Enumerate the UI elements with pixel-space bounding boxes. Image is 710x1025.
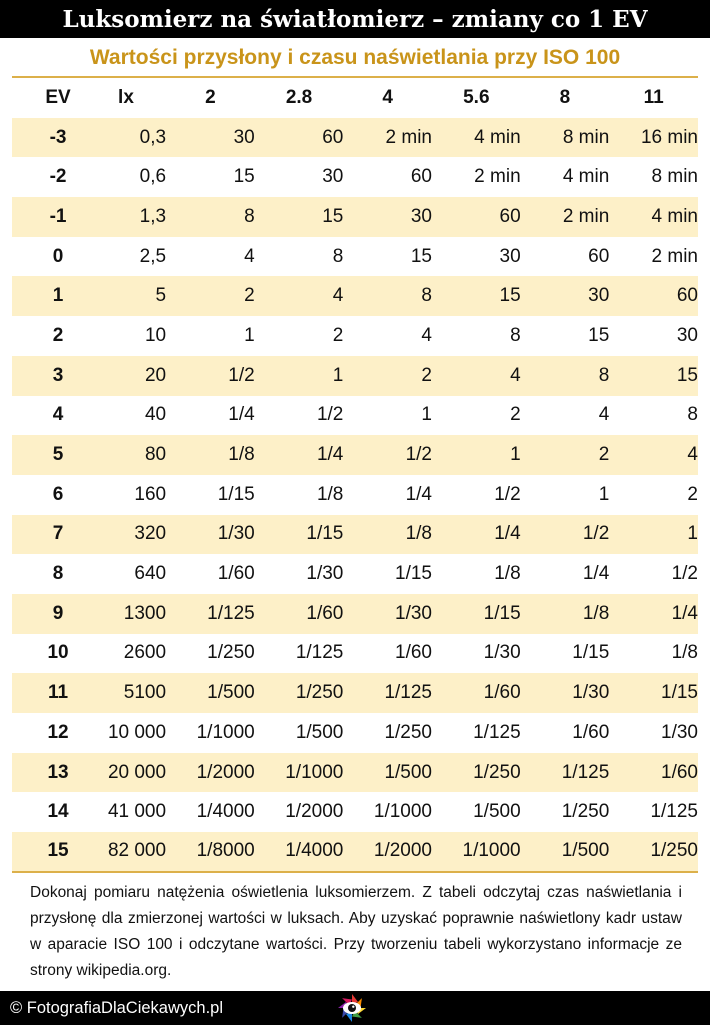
shutter-time-cell: 1/2000: [343, 832, 432, 872]
lux-cell: 0,3: [104, 118, 166, 158]
table-row: [12, 792, 698, 832]
shutter-time-cell: 1/1000: [373, 801, 432, 823]
shutter-time-cell: 15: [588, 324, 610, 346]
shutter-time-cell: 1/8: [671, 642, 698, 664]
shutter-time-cell: 1/8: [521, 594, 610, 634]
shutter-time-cell: 1/8: [316, 483, 344, 505]
shutter-time-cell: 30: [343, 197, 432, 237]
shutter-time-cell: 1/125: [295, 642, 344, 664]
table-row: [12, 197, 698, 237]
lux-cell: 20 000: [104, 753, 166, 793]
shutter-time-cell: 1/4: [405, 483, 432, 505]
shutter-time-cell: 4: [432, 356, 521, 396]
shutter-time-cell: 4: [255, 276, 344, 316]
table-row: [12, 475, 698, 515]
page-title-bar: [0, 0, 710, 38]
table-row: [12, 713, 698, 753]
shutter-time-cell: 1/8000: [166, 832, 255, 872]
shutter-time-cell: 1/30: [521, 673, 610, 713]
shutter-time-cell: 1/30: [166, 515, 255, 555]
shutter-time-cell: 1/500: [166, 673, 255, 713]
shutter-time-cell: 1/30: [483, 642, 521, 664]
shutter-time-cell: 2: [521, 435, 610, 475]
shutter-time-cell: 1/4: [582, 563, 610, 585]
column-header-aperture: 4: [382, 86, 393, 108]
shutter-time-cell: 60: [410, 166, 432, 188]
lux-cell: 640: [134, 563, 167, 585]
ev-cell: -1: [12, 197, 104, 237]
lux-cell: 20: [104, 356, 166, 396]
shutter-time-cell: 1/4: [609, 594, 698, 634]
table-row: [12, 435, 698, 475]
ev-cell: 1: [12, 276, 104, 316]
shutter-time-cell: 1/60: [217, 563, 255, 585]
shutter-time-cell: 4: [421, 324, 432, 346]
shutter-time-cell: 1/4000: [196, 801, 255, 823]
shutter-time-cell: 1/30: [661, 721, 698, 743]
lux-cell: 82 000: [104, 832, 166, 872]
shutter-time-cell: 1/2: [521, 515, 610, 555]
column-header-aperture: 2: [205, 86, 216, 108]
shutter-time-cell: 4 min: [562, 166, 610, 188]
shutter-time-cell: 1/8: [494, 563, 521, 585]
shutter-time-cell: 1/4: [432, 515, 521, 555]
column-header-lx: lx: [118, 86, 134, 108]
shutter-time-cell: 1/2: [316, 404, 344, 426]
shutter-time-cell: 4 min: [609, 197, 698, 237]
shutter-time-cell: 1/4: [228, 404, 255, 426]
shutter-time-cell: 1/500: [343, 753, 432, 793]
shutter-time-cell: 1/125: [650, 801, 698, 823]
ev-cell: -3: [12, 118, 104, 158]
shutter-time-cell: 1/8: [343, 515, 432, 555]
shutter-time-cell: 1/15: [432, 594, 521, 634]
instructions-note: Dokonaj pomiaru natężenia oświetlenia luksomierzem. Z tabeli odczytaj czas naświetlania i przysłonę dla zmierzonej wartości w luksach. Aby uzyskać poprawnie naświetlony kadr ustaw w aparacie ISO 100 i odczytane wartości. Przy tworzeniu tabeli wykorzystano informacje ze strony wikipedia.org.: [30, 884, 682, 979]
lux-cell: 160: [134, 483, 167, 505]
lux-cell: 1300: [104, 594, 166, 634]
footer-copyright: © FotografiaDlaCiekawych.pl: [10, 998, 223, 1017]
shutter-time-cell: 30: [166, 118, 255, 158]
column-header-aperture: 2.8: [285, 86, 313, 108]
shutter-time-cell: 4: [244, 245, 255, 267]
lux-cell: 320: [104, 515, 166, 555]
shutter-time-cell: 8: [521, 356, 610, 396]
ev-cell: 3: [12, 356, 104, 396]
shutter-time-cell: 1/1000: [255, 753, 344, 793]
shutter-time-cell: 1/60: [572, 721, 610, 743]
shutter-time-cell: 1/125: [343, 673, 432, 713]
ev-cell: 6: [52, 483, 64, 505]
ev-cell: -2: [49, 166, 67, 188]
shutter-time-cell: 2 min: [343, 118, 432, 158]
shutter-time-cell: 8: [510, 324, 521, 346]
ev-cell: 9: [12, 594, 104, 634]
shutter-time-cell: 1/250: [432, 753, 521, 793]
lux-cell: 5: [104, 276, 166, 316]
ev-cell: 2: [52, 324, 64, 346]
shutter-time-cell: 1/500: [521, 832, 610, 872]
ev-cell: 5: [12, 435, 104, 475]
ev-cell: 8: [52, 563, 64, 585]
shutter-time-cell: 60: [588, 245, 610, 267]
table-row: [12, 396, 698, 436]
shutter-time-cell: 1/15: [395, 563, 432, 585]
table-row: [12, 118, 698, 158]
shutter-time-cell: 1/15: [217, 483, 255, 505]
shutter-time-cell: 30: [521, 276, 610, 316]
lux-cell: 10 000: [107, 721, 167, 743]
table-row: [12, 276, 698, 316]
shutter-time-cell: 1/250: [384, 721, 432, 743]
page-title: Luksomierz na światłomierz – zmiany co 1 EV: [62, 5, 648, 33]
shutter-time-cell: 1/30: [306, 563, 344, 585]
shutter-time-cell: 30: [676, 324, 698, 346]
lux-cell: 2,5: [139, 245, 167, 267]
table-subtitle: Wartości przysłony i czasu naświetlania przy ISO 100: [89, 46, 621, 69]
shutter-time-cell: 1/2000: [285, 801, 344, 823]
shutter-time-cell: 15: [432, 276, 521, 316]
shutter-time-cell: 8: [332, 245, 344, 267]
shutter-time-cell: 1/2: [494, 483, 521, 505]
ev-cell: 13: [12, 753, 104, 793]
ev-cell: 12: [47, 721, 69, 743]
table-row: [12, 554, 698, 594]
shutter-time-cell: 1/250: [609, 832, 698, 872]
shutter-time-cell: 30: [499, 245, 521, 267]
table-row: [12, 634, 698, 674]
shutter-time-cell: 1/8: [166, 435, 255, 475]
shutter-time-cell: 1/2: [166, 356, 255, 396]
shutter-time-cell: 1/60: [609, 753, 698, 793]
shutter-time-cell: 1/2: [343, 435, 432, 475]
shutter-time-cell: 1/60: [255, 594, 344, 634]
shutter-time-cell: 1/60: [432, 673, 521, 713]
shutter-time-cell: 60: [609, 276, 698, 316]
shutter-time-cell: 2 min: [474, 166, 521, 188]
lux-cell: 41 000: [107, 801, 167, 823]
shutter-time-cell: 60: [432, 197, 521, 237]
ev-cell: 7: [12, 515, 104, 555]
table-row: [12, 832, 698, 872]
lux-cell: 40: [144, 404, 167, 426]
shutter-time-cell: 1/250: [561, 801, 610, 823]
shutter-time-cell: 15: [255, 197, 344, 237]
shutter-time-cell: 1/4000: [255, 832, 344, 872]
shutter-time-cell: 1/60: [395, 642, 432, 664]
camera-aperture-eye-icon: [336, 992, 368, 1024]
shutter-time-cell: 1: [255, 356, 344, 396]
table-row: [12, 237, 698, 277]
shutter-time-cell: 1: [244, 324, 255, 346]
ev-cell: 11: [12, 673, 104, 713]
shutter-time-cell: 1/250: [207, 642, 255, 664]
shutter-time-cell: 2: [687, 483, 698, 505]
table-row: [12, 157, 698, 197]
lux-cell: 5100: [104, 673, 166, 713]
table-row: [12, 356, 698, 396]
footer-bar: [0, 991, 710, 1025]
shutter-time-cell: 1/125: [166, 594, 255, 634]
exposure-table: [12, 78, 698, 873]
column-header-aperture: 8: [559, 86, 571, 108]
shutter-time-cell: 8 min: [651, 166, 698, 188]
lux-cell: 2600: [123, 642, 167, 664]
shutter-time-cell: 4 min: [432, 118, 521, 158]
shutter-time-cell: 1/15: [609, 673, 698, 713]
shutter-time-cell: 1/1000: [432, 832, 521, 872]
ev-cell: 14: [47, 801, 69, 823]
table-header-row: [12, 78, 698, 118]
table-row: [12, 316, 698, 356]
shutter-time-cell: 8: [166, 197, 255, 237]
lux-cell: 10: [144, 324, 167, 346]
shutter-time-cell: 1/4: [255, 435, 344, 475]
table-row: [12, 515, 698, 555]
table-row: [12, 753, 698, 793]
shutter-time-cell: 4: [609, 435, 698, 475]
shutter-time-cell: 1/125: [521, 753, 610, 793]
shutter-time-cell: 15: [609, 356, 698, 396]
shutter-time-cell: 1/1000: [196, 721, 255, 743]
lux-cell: 1,3: [104, 197, 166, 237]
column-header-aperture: 5.6: [463, 86, 490, 108]
shutter-time-cell: 2: [166, 276, 255, 316]
shutter-time-cell: 1/125: [473, 721, 521, 743]
table-row: [12, 594, 698, 634]
ev-cell: 10: [47, 642, 69, 664]
shutter-time-cell: 4: [598, 404, 610, 426]
shutter-time-cell: 8: [343, 276, 432, 316]
shutter-time-cell: 15: [410, 245, 432, 267]
shutter-time-cell: 1/15: [255, 515, 344, 555]
ev-cell: 0: [52, 245, 64, 267]
shutter-time-cell: 1/250: [255, 673, 344, 713]
column-header-ev: EV: [45, 86, 71, 108]
lux-cell: 0,6: [139, 166, 167, 188]
shutter-time-cell: 8: [687, 404, 698, 426]
shutter-time-cell: 1/15: [572, 642, 610, 664]
shutter-time-cell: 60: [255, 118, 344, 158]
shutter-time-cell: 16 min: [609, 118, 698, 158]
shutter-time-cell: 1/500: [473, 801, 521, 823]
shutter-time-cell: 1: [609, 515, 698, 555]
column-header-aperture: 11: [643, 86, 664, 108]
shutter-time-cell: 1/2: [671, 563, 698, 585]
ev-cell: 15: [12, 832, 104, 872]
shutter-time-cell: 1/30: [343, 594, 432, 634]
shutter-time-cell: 2: [343, 356, 432, 396]
shutter-time-cell: 2: [332, 324, 344, 346]
lux-cell: 80: [104, 435, 166, 475]
shutter-time-cell: 15: [233, 166, 255, 188]
table-row: [12, 673, 698, 713]
shutter-time-cell: 2 min: [521, 197, 610, 237]
shutter-time-cell: 1: [432, 435, 521, 475]
shutter-time-cell: 1: [421, 404, 432, 426]
shutter-time-cell: 1: [598, 483, 610, 505]
shutter-time-cell: 1/500: [295, 721, 344, 743]
shutter-time-cell: 2 min: [651, 245, 698, 267]
shutter-time-cell: 2: [510, 404, 521, 426]
shutter-time-cell: 30: [322, 166, 344, 188]
ev-cell: 4: [52, 404, 64, 426]
shutter-time-cell: 8 min: [521, 118, 610, 158]
shutter-time-cell: 1/2000: [166, 753, 255, 793]
